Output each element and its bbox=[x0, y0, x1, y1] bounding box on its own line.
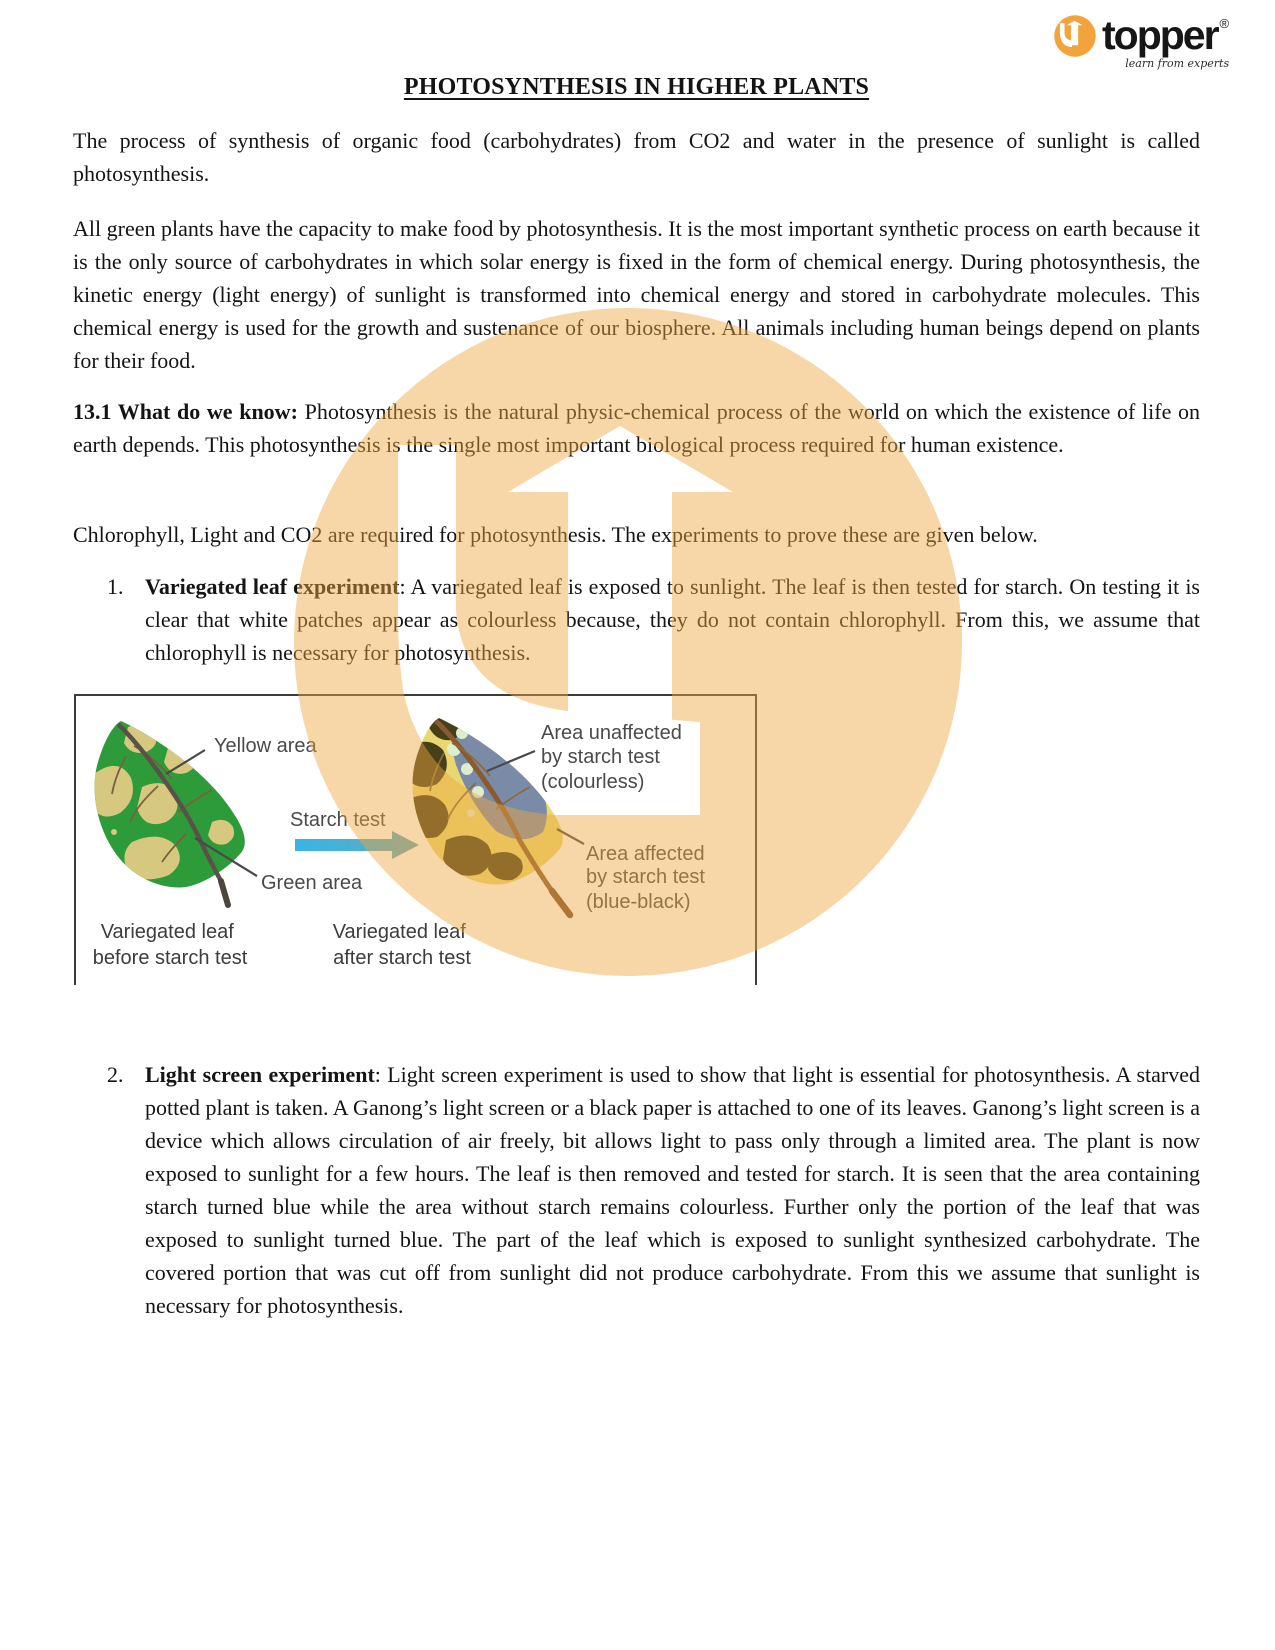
brand-tagline: learn from experts bbox=[1125, 57, 1230, 70]
area-unaffected-label: Area unaffected by starch test (colourless) bbox=[541, 722, 682, 793]
page-title: PHOTOSYNTHESIS IN HIGHER PLANTS bbox=[403, 74, 870, 100]
section-heading-text: Photosynthesis is the natural physic-chemical process of the world on which the existence of life on earth depends. This photosynthesis is the single most important biological process required for human existence. bbox=[73, 399, 1200, 457]
caption-before: Variegated leaf before starch test bbox=[92, 921, 248, 969]
list-number-1: 1. bbox=[107, 574, 124, 599]
starch-test-arrow-icon bbox=[295, 831, 419, 859]
requirements-paragraph: Chlorophyll, Light and CO2 are required for photosynthesis. The experiments to prove these are given below. bbox=[73, 522, 1038, 547]
section-heading-paragraph bbox=[73, 395, 1200, 461]
experiment-2-text: : Light screen experiment is used to show that light is essential for photosynthesis. A starved potted plant is taken. A Ganong’s light screen or a black paper is attached to one of its leaves. Ganong’s light screen is a device which allows circulation of air freely, bit allows light to pass only through a limited area. The plant is now exposed to sunlight for a few hours. The leaf is then removed and tested for starch. It is seen that the area containing starch turned blue while the area without starch remains colourless. Further only the portion of the leaf that was exposed to sunlight turned blue. The part of the leaf which is exposed to sunlight synthesized carbohydrate. The covered portion that was cut off from sunlight did not produce carbohydrate. From this we assume that sunlight is necessary for photosynthesis. bbox=[145, 1062, 1200, 1318]
starch-test-label: Starch test bbox=[290, 809, 386, 831]
area-affected-label: Area affected by starch test (blue-black) bbox=[586, 843, 705, 913]
experiment-1-text: : A variegated leaf is exposed to sunlight. The leaf is then tested for starch. On testing it is clear that white patches appear as colourless because, they do not contain chlorophyll. From this, we assume that chlorophyll is necessary for photosynthesis. bbox=[145, 574, 1200, 665]
list-item-2 bbox=[73, 1058, 1200, 1322]
variegated-leaf-figure bbox=[74, 694, 758, 986]
yellow-area-label: Yellow area bbox=[214, 735, 317, 757]
brand-name: topper bbox=[1102, 11, 1218, 58]
leaf-petiole bbox=[552, 891, 570, 915]
section-number-label: 13.1 What do we know: bbox=[73, 399, 298, 424]
experiment-2-title: Light screen experiment bbox=[145, 1062, 375, 1087]
caption-after: Variegated leaf after starch test bbox=[332, 921, 471, 969]
intro-paragraph-1: The process of synthesis of organic food (carbohydrates) from CO2 and water in the presence of sunlight is called photosynthesis. bbox=[73, 128, 1200, 186]
experiment-1-title: Variegated leaf experiment bbox=[145, 574, 400, 599]
utopper-logo bbox=[1054, 13, 1229, 73]
leaf-petiole bbox=[221, 881, 228, 905]
intro-paragraph-2: All green plants have the capacity to make food by photosynthesis. It is the most important synthetic process on earth because it is the only source of carbohydrates in which solar energy is fixed in the form of chemical energy. During photosynthesis, the kinetic energy (light energy) of sunlight is transformed into chemical energy and stored in carbohydrate molecules. This chemical energy is used for the growth and sustenance of our biosphere. All animals including human beings depend on plants for their food. bbox=[73, 216, 1200, 373]
list-number-2: 2. bbox=[107, 1062, 124, 1087]
registered-mark: ® bbox=[1219, 15, 1230, 31]
green-area-label: Green area bbox=[261, 872, 363, 894]
list-item-1 bbox=[73, 570, 1200, 669]
u-arrow-icon bbox=[1054, 15, 1096, 57]
